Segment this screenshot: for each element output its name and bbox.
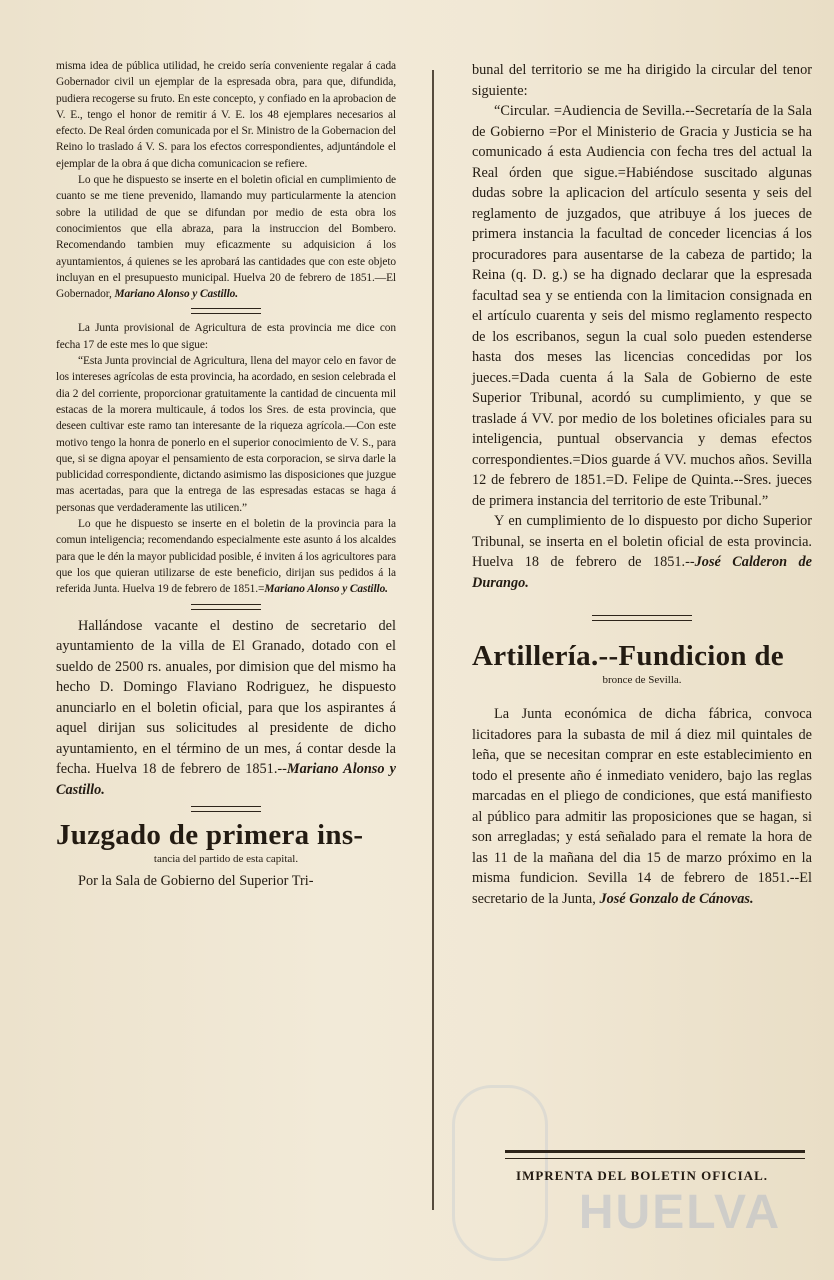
governor-signature-2: Mariano Alonso y Castillo.: [264, 583, 388, 596]
column-divider: [432, 70, 434, 1210]
left-column: [56, 58, 396, 892]
judge-signature: José Calderon de Durango.: [472, 554, 812, 591]
section-divider-4: [592, 615, 692, 621]
secretary-signature: José Gonzalo de Cánovas.: [599, 890, 754, 907]
junta-disposition-text: Lo que he dispuesto se inserte en el boletin de la provincia para la comun inteligencia; recomendando especialmente este asunto á los alcaldes para que le dén la mayor publicidad posible, é inviten á los agricultores para que los que quieran utilizarse de este beneficio, dirijan sus pedidos á la referida Junta. Huelva 19 de febrero de 1851.=: [56, 518, 396, 596]
section-subheading-juzgado: tancia del partido de esta capital.: [153, 853, 299, 865]
governor-signature-3: Mariano Alonso y Castillo.: [56, 761, 396, 798]
paragraph-junta-disposition: [56, 516, 396, 597]
paragraph-subasta: [472, 704, 812, 909]
paragraph-compliance: [472, 511, 812, 593]
paragraph-junta-intro: La Junta provisional de Agricultura de esta provincia me dice con fecha 17 de este mes lo que sigue:: [56, 322, 396, 351]
subasta-text: La Junta económica de dicha fábrica, convoca licitadores para la subasta de mil á diez mil quintales de leña, que se necesitan comprar en este establecimiento en todo el presente año é inmediato venidero, bajo las reglas marcadas en el pliego de condiciones, que está manifiesto al público para admitir las proposiciones que se hagan, si son arregladas; y está señalado para el remate la hora de las 11 de la mañana del dia 15 de marzo próximo en la misma fundicion. Sevilla 14 de febrero de 1851.--El secretario de la Junta,: [472, 706, 812, 907]
paragraph-tribunal-start: Por la Sala de Gobierno del Superior Tri-: [78, 873, 314, 889]
section-divider-3: [191, 806, 261, 812]
paragraph-junta-quote: “Esta Junta provincial de Agricultura, llena del mayor celo en favor de los intereses agrícolas de esta provincia, ha acordado, en sesion celebrada el dia 2 del corriente, proporcionar gratuitamente la cantidad de cincuenta mil estacas de la morera multicaule, á todos los Sres. de esta provincia, que deseen cultivar este ramo tan interesante de la riqueza agrícola.—Con este motivo tengo la honra de ponerlo en el superior conocimiento de V. S., para que, si se digna apoyar el pensamiento de esta corporacion, se sirva darle la publicidad correspondiente, dictando asimismo las disposiciones que juzgue mas acertadas, para que la entrega de las espresadas estacas se haga á personas que verdaderamente las utilicen.”: [56, 355, 396, 514]
printer-imprint: IMPRENTA DEL BOLETIN OFICIAL.: [516, 1168, 768, 1183]
section-subheading-artilleria: bronce de Sevilla.: [602, 674, 682, 686]
compliance-text: Y en cumplimiento de lo dispuesto por dicho Superior Tribunal, se inserta en el boletin oficial de esta provincia. Huelva 18 de febrero de 1851.--: [472, 513, 812, 570]
footer-rule: [505, 1150, 805, 1159]
archive-watermark: HUELVA: [578, 1186, 782, 1239]
paragraph-circular: “Circular. =Audiencia de Sevilla.--Secretaría de la Sala de Gobierno =Por el Ministerio de Gracia y Justicia se ha comunicado á esta Audiencia con fecha tres del actual la Real órden que sigue.=Habiéndose suscitado algunas dudas sobre la aplicacion del artículo sesenta y seis del reglamento de juzgados, que atribuye á los jueces de primera instancia la facultad de conceder licencias á los procuradores para ausentarse de la cabeza de partido; la Reina (q. D. g.) se ha dignado declarar que la espresada facultad sea y se entienda con la limitacion consignada en el artículo cuarenta y seis del mismo reglamento respecto de los escribanos, segun la cual solo pueden estenderse hasta dos meses las licencias concedidas por los jueces.=Dada cuenta á la Sala de Gobierno de este Superior Tribunal, acordó su cumplimiento, y que se traslade á VV. por medio de los boletines oficiales para su inteligencia, puntual observancia y demas efectos correspondientes.=Dios guarde á VV. muchos años. Sevilla 12 de febrero de 1851.=D. Felipe de Quinta.--Sres. jueces de primera instancia del territorio de este Tribunal.”: [472, 103, 812, 509]
bombero-notice-text: Lo que he dispuesto se inserte en el boletin oficial en cumplimiento de cuanto se me tiene prevenido, llamando muy particularmente la atencion sobre la utilidad de que se difundan por medio de esta obra los conocimientos que ella abraza, para la instruccion del Bombero. Recomendando tambien muy eficazmente su adquisicion á los ayuntamientos, á quienes se les aprobará las cantidades que con este objeto incluyan en el presupuesto municipal. Huelva 20 de febrero de 1851.—El Gobernador,: [56, 174, 396, 301]
paragraph-order-continuation: misma idea de pública utilidad, he creido sería conveniente regalar á cada Gobernador civil un ejemplar de la espresada obra, para que, difundida, pudiera recogerse su fruto. En este concepto, y confiado en la aprobacion de V. E., tengo el honor de remitir á V. E. los 48 ejemplares necesarios al efecto. De Real órden comunicada por el Sr. Ministro de la Gobernacion del Reino lo traslado á V. S. para los efectos correspondientes, adjuntándole el ejemplar de la obra á que dicha comunicacion se refiere.: [56, 60, 396, 170]
vacancy-text: Hallándose vacante el destino de secretario del ayuntamiento de la villa de El Granado, dotado con el sueldo de 2500 rs. anuales, por dimision que del mismo ha hecho D. Domingo Flaviano Rodriguez, he dispuesto anunciarlo en el boletin oficial, para que los aspirantes á aquel dirijan sus solicitudes al presidente de dicho ayuntamiento, en el término de un mes, á contar desde la fecha. Huelva 18 de febrero de 1851.--: [56, 617, 396, 777]
section-heading-artilleria: Artillería.--Fundicion de: [472, 640, 784, 672]
paragraph-tribunal-continuation: bunal del territorio se me ha dirigido la circular del tenor siguiente:: [472, 62, 812, 99]
section-divider-2: [191, 604, 261, 610]
section-divider: [191, 308, 261, 314]
paragraph-bombero-notice: [56, 172, 396, 302]
paragraph-secretary-vacancy: [56, 616, 396, 801]
section-heading-juzgado: Juzgado de primera ins-: [56, 819, 364, 851]
governor-signature: Mariano Alonso y Castillo.: [114, 288, 239, 301]
right-column: [472, 60, 812, 909]
